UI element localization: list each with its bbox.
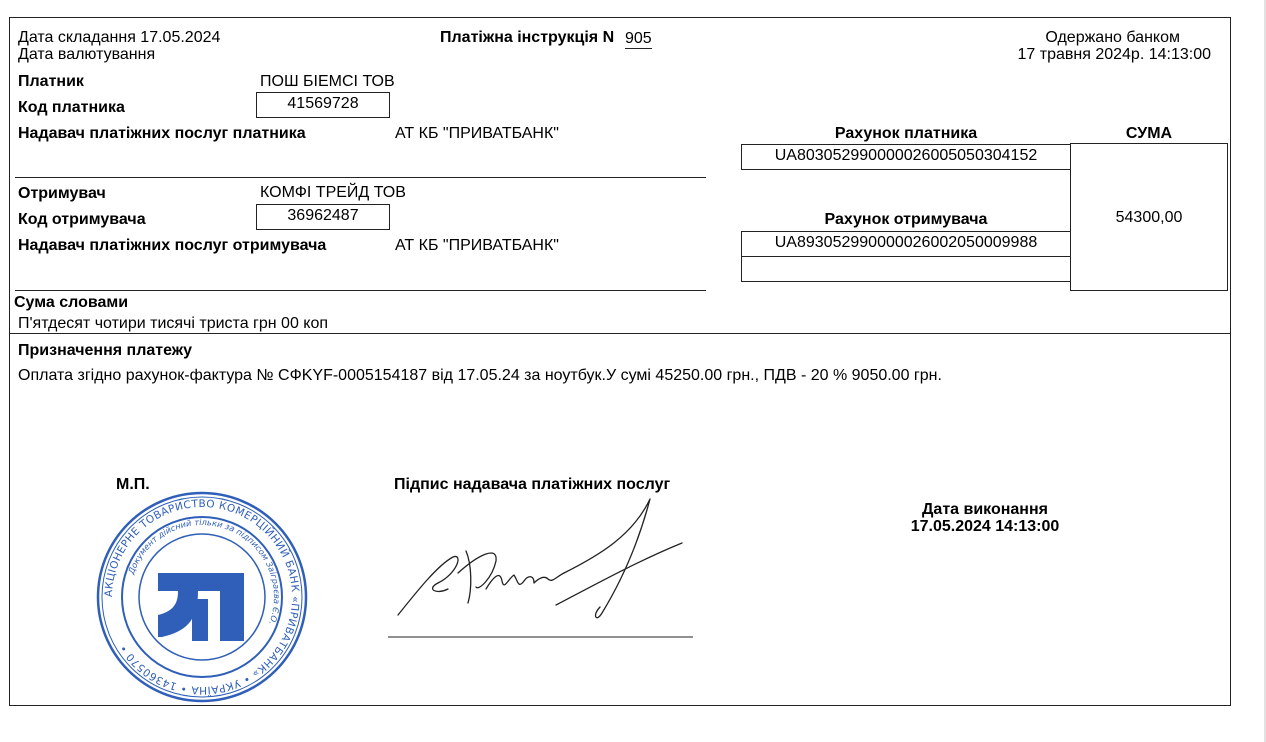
sum-words: П'ятдесят чотири тисячі триста грн 00 коп [18, 315, 329, 332]
payer-provider: АТ КБ "ПРИВАТБАНК" [395, 125, 559, 142]
payer-code-box: 41569728 [256, 92, 390, 118]
payer-label: Платник [18, 73, 84, 90]
document-number: 905 [625, 30, 652, 47]
payer-provider-label: Надавач платіжних послуг платника [18, 125, 306, 142]
document-title: Платіжна інструкція N [440, 29, 615, 46]
stamp-inner-ring [139, 534, 265, 660]
signature-icon [388, 495, 693, 640]
divider-recipient [15, 290, 706, 291]
stamp-outer-text: АКЦІОНЕРНЕ ТОВАРИСТВО КОМЕРЦІЙНИЙ БАНК «ПРИВАТБАНК» • УКРАЇНА • 14360570 • [102, 497, 302, 697]
divider-sum [9, 333, 1231, 334]
sum-box: 54300,00 [1070, 143, 1228, 291]
bank-stamp [96, 491, 308, 703]
value-date-label: Дата валютування [18, 46, 156, 63]
recipient-name: КОМФІ ТРЕЙД ТОВ [260, 184, 406, 201]
purpose-text: Оплата згідно рахунок-фактура № СФKYF-0005154187 від 17.05.24 за ноутбук.У сумі 45250.00 грн., ПДВ - 20 % 9050.00 грн. [18, 367, 942, 384]
exec-label: Дата виконання [922, 501, 1048, 518]
payer-name: ПОШ БІЕМСІ ТОВ [260, 73, 395, 90]
payer-account-box: UA803052990000026005050304152 [741, 144, 1071, 170]
recipient-account-box: UA893052990000026002050009988 [741, 231, 1071, 257]
recipient-account-label: Рахунок отримувача [824, 211, 988, 228]
privatbank-logo-icon [158, 573, 244, 641]
signature-label: Підпис надавача платіжних послуг [394, 476, 671, 493]
stamp-label: М.П. [116, 476, 150, 493]
recipient-code-box: 36962487 [256, 204, 390, 230]
recipient-code-label: Код отримувача [18, 211, 146, 228]
recipient-provider: АТ КБ "ПРИВАТБАНК" [395, 237, 559, 254]
purpose-label: Призначення платежу [18, 342, 193, 359]
recipient-provider-label: Надавач платіжних послуг отримувача [18, 237, 327, 254]
stamp-inner-text: Документ дійсний тільки за підписом Заіграєва Є.О. [125, 516, 283, 627]
date-compiled: Дата складання 17.05.2024 [18, 29, 221, 46]
received-label: Одержано банком [1045, 29, 1180, 46]
divider-payer [15, 177, 706, 178]
payer-code-label: Код платника [18, 99, 125, 116]
payer-account-label: Рахунок платника [834, 125, 978, 142]
exec-date: 17.05.2024 14:13:00 [910, 518, 1060, 535]
recipient-account-extra-box [741, 256, 1071, 282]
sum-words-label: Сума словами [14, 294, 129, 311]
received-date: 17 травня 2024р. 14:13:00 [1017, 46, 1211, 63]
recipient-label: Отримувач [18, 185, 106, 202]
svg-text:АКЦІОНЕРНЕ ТОВАРИСТВО КОМЕРЦІЙ [103, 498, 301, 697]
sum-label: СУМА [1125, 125, 1173, 142]
